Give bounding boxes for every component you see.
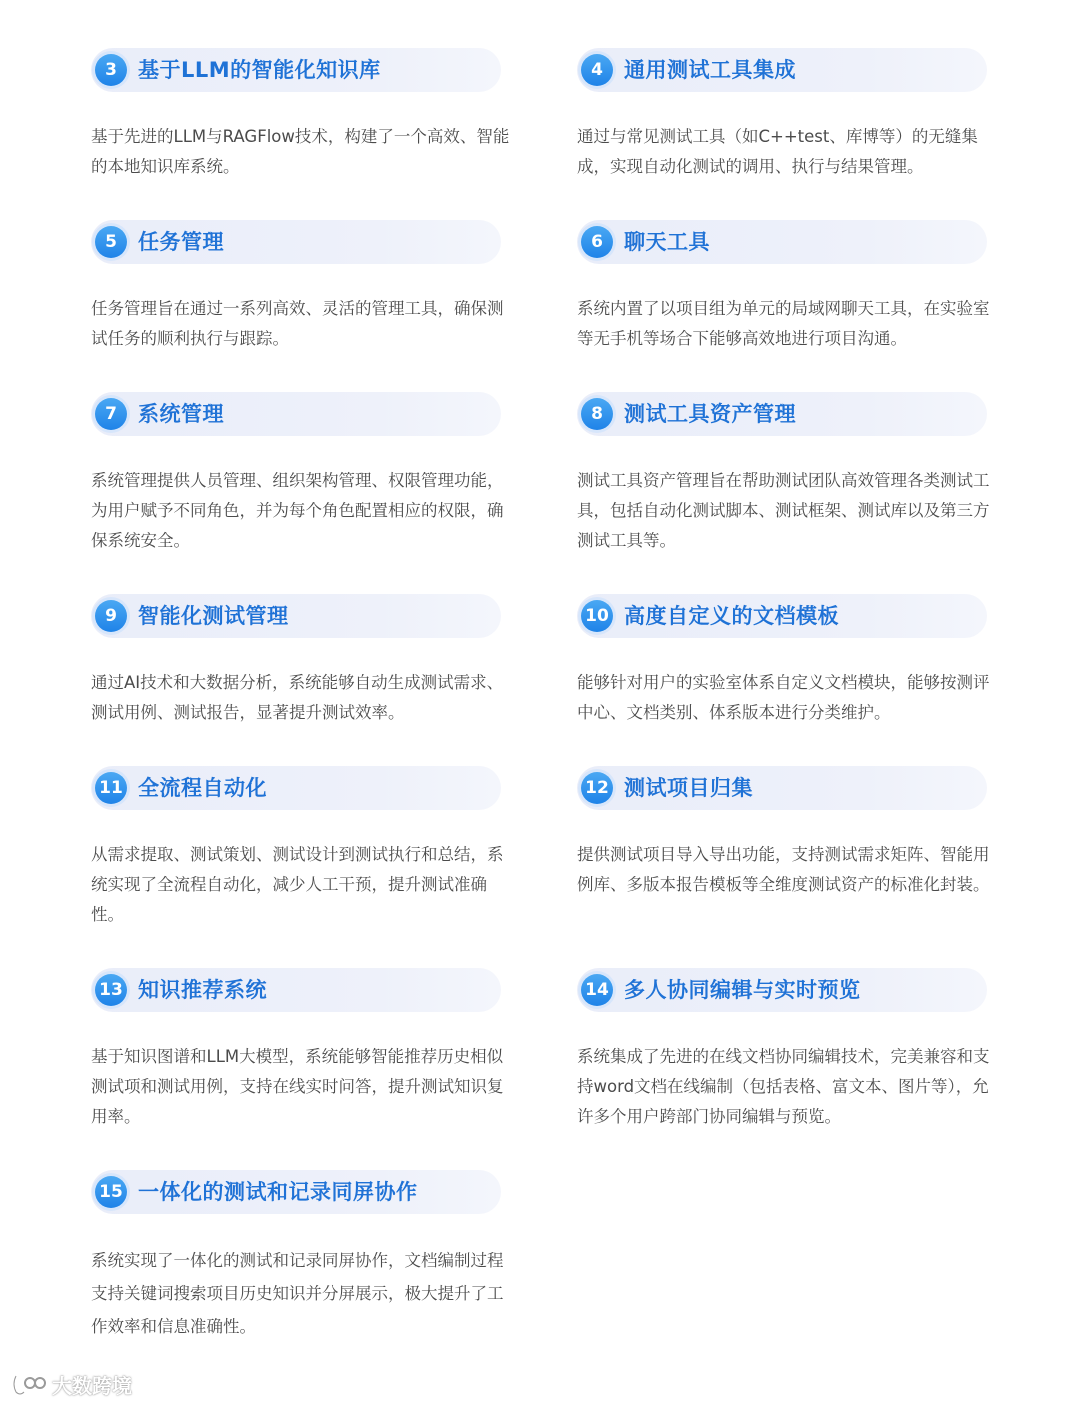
- feature-description: 基于先进的LLM与RAGFlow技术，构建了一个高效、智能的本地知识库系统。: [91, 127, 510, 176]
- feature-description: 任务管理旨在通过一系列高效、灵活的管理工具，确保测试任务的顺利执行与跟踪。: [91, 299, 504, 348]
- feature-title: 全流程自动化: [138, 776, 267, 800]
- feature-card-3: [91, 48, 511, 182]
- feature-card-15: [91, 1170, 511, 1343]
- feature-number-badge: 12: [581, 772, 613, 804]
- feature-number-badge: 3: [95, 54, 127, 86]
- feature-description: 通过与常见测试工具（如C++test、库博等）的无缝集成，实现自动化测试的调用、执行与结果管理。: [577, 127, 978, 176]
- feature-card-11: [91, 766, 511, 930]
- feature-header: [577, 594, 987, 638]
- feature-card-7: [91, 392, 511, 556]
- feature-title: 通用测试工具集成: [624, 58, 796, 82]
- feature-title: 高度自定义的文档模板: [624, 604, 839, 628]
- feature-header: [577, 968, 987, 1012]
- feature-description: 从需求提取、测试策划、测试设计到测试执行和总结，系统实现了全流程自动化，减少人工干预，提升测试准确性。: [91, 845, 504, 924]
- feature-card-5: [91, 220, 511, 354]
- feature-description: 基于知识图谱和LLM大模型，系统能够智能推荐历史相似测试项和测试用例，支持在线实时问答，提升测试知识复用率。: [91, 1047, 504, 1126]
- watermark: [10, 1370, 132, 1399]
- feature-header: [577, 48, 987, 92]
- feature-card-14: [577, 968, 997, 1132]
- feature-number-badge: 5: [95, 226, 127, 258]
- feature-card-12: [577, 766, 997, 900]
- watermark-logo-icon: [10, 1372, 46, 1398]
- feature-number-badge: 4: [581, 54, 613, 86]
- feature-card-4: [577, 48, 997, 182]
- watermark-text: 大数跨境: [52, 1374, 132, 1398]
- feature-title: 多人协同编辑与实时预览: [624, 978, 861, 1002]
- feature-description: 系统实现了一体化的测试和记录同屏协作，文档编制过程支持关键词搜索项目历史知识并分屏展示，极大提升了工作效率和信息准确性。: [91, 1251, 504, 1336]
- feature-number-badge: 13: [95, 974, 127, 1006]
- feature-description: 测试工具资产管理旨在帮助测试团队高效管理各类测试工具，包括自动化测试脚本、测试框架、测试库以及第三方测试工具等。: [577, 471, 990, 550]
- feature-card-9: [91, 594, 511, 728]
- feature-description: 系统集成了先进的在线文档协同编辑技术，完美兼容和支持word文档在线编制（包括表格、富文本、图片等），允许多个用户跨部门协同编辑与预览。: [577, 1047, 990, 1126]
- feature-card-8: [577, 392, 997, 556]
- feature-header: [91, 392, 501, 436]
- feature-card-13: [91, 968, 511, 1132]
- feature-header: [91, 594, 501, 638]
- feature-header: [577, 220, 987, 264]
- feature-title: 任务管理: [138, 230, 224, 254]
- feature-header: [91, 968, 501, 1012]
- feature-header: [577, 766, 987, 810]
- feature-number-badge: 11: [95, 772, 127, 804]
- feature-title: 一体化的测试和记录同屏协作: [138, 1180, 418, 1204]
- feature-description: 通过AI技术和大数据分析，系统能够自动生成测试需求、测试用例、测试报告，显著提升测试效率。: [91, 673, 504, 722]
- feature-number-badge: 8: [581, 398, 613, 430]
- feature-number-badge: 7: [95, 398, 127, 430]
- feature-title: 知识推荐系统: [138, 978, 267, 1002]
- feature-description: 能够针对用户的实验室体系自定义文档模块，能够按测评中心、文档类别、体系版本进行分类维护。: [577, 673, 990, 722]
- feature-card-6: [577, 220, 997, 354]
- feature-header: [91, 48, 501, 92]
- feature-number-badge: 15: [95, 1176, 127, 1208]
- feature-header: [91, 220, 501, 264]
- feature-number-badge: 9: [95, 600, 127, 632]
- feature-description: 系统管理提供人员管理、组织架构管理、权限管理功能，为用户赋予不同角色，并为每个角色配置相应的权限，确保系统安全。: [91, 471, 504, 550]
- feature-header: [577, 392, 987, 436]
- feature-title: 聊天工具: [624, 230, 710, 254]
- feature-header: [91, 766, 501, 810]
- feature-number-badge: 10: [581, 600, 613, 632]
- feature-number-badge: 6: [581, 226, 613, 258]
- feature-title: 基于LLM的智能化知识库: [138, 58, 381, 82]
- feature-description: 系统内置了以项目组为单元的局域网聊天工具，在实验室等无手机等场合下能够高效地进行项目沟通。: [577, 299, 990, 348]
- feature-header: [91, 1170, 501, 1214]
- feature-title: 系统管理: [138, 402, 224, 426]
- feature-card-10: [577, 594, 997, 728]
- feature-number-badge: 14: [581, 974, 613, 1006]
- feature-description: 提供测试项目导入导出功能，支持测试需求矩阵、智能用例库、多版本报告模板等全维度测试资产的标准化封装。: [577, 845, 990, 894]
- feature-title: 测试工具资产管理: [624, 402, 796, 426]
- feature-title: 测试项目归集: [624, 776, 753, 800]
- feature-title: 智能化测试管理: [138, 604, 289, 628]
